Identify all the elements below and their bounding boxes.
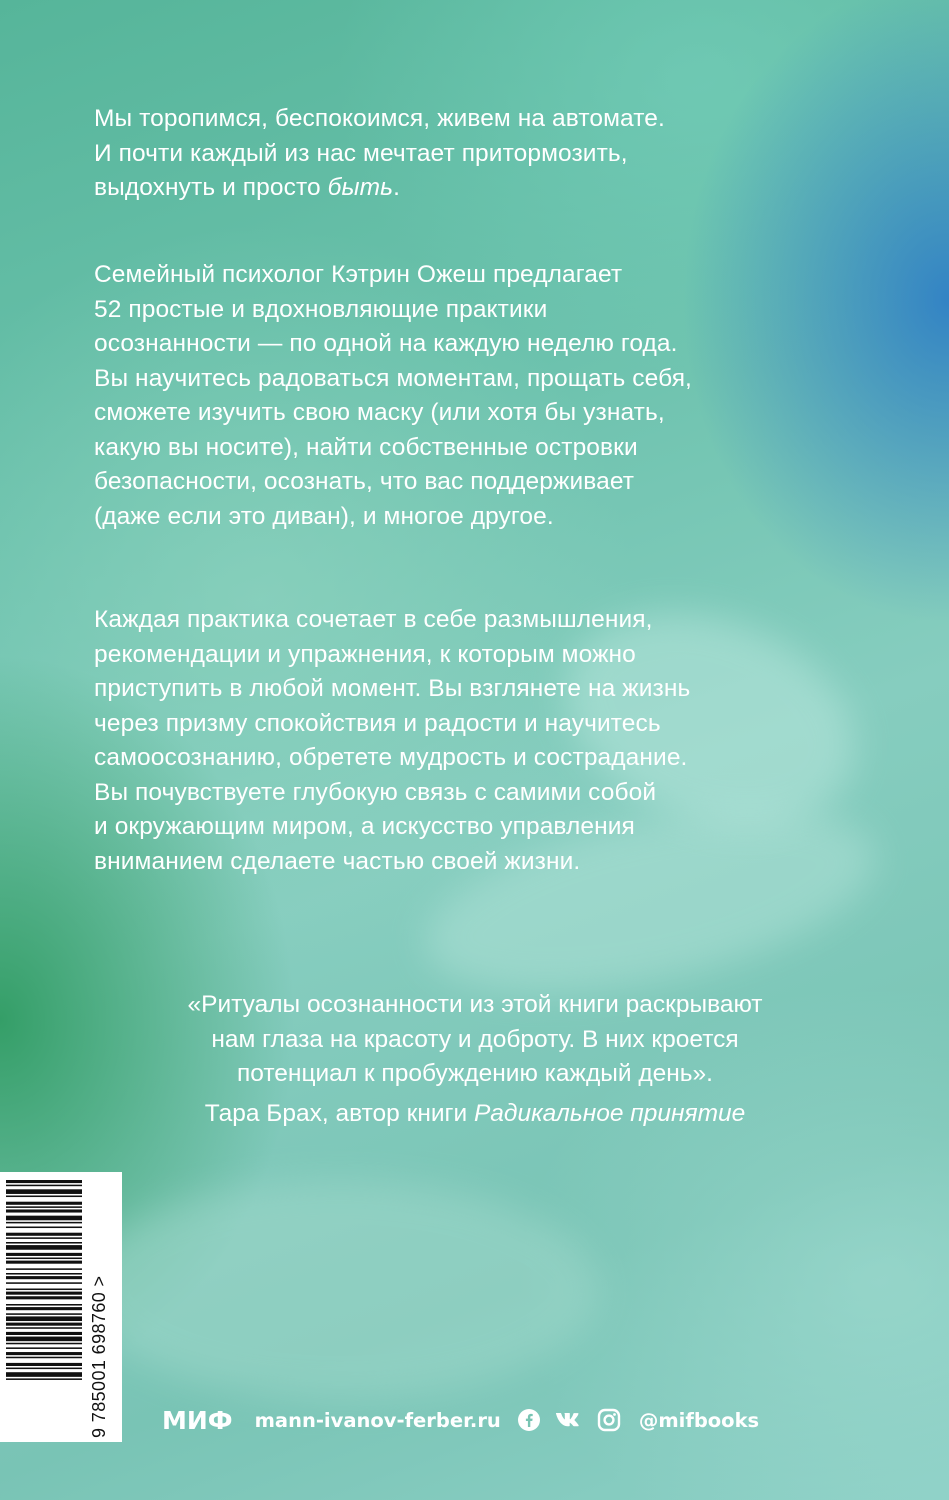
text-line: и окружающим миром, а искусство управления [94, 813, 635, 840]
barcode-bar [6, 1237, 82, 1239]
attribution-author: Тара Брах, автор книги [204, 1099, 474, 1127]
text-line: Мы торопимся, беспокоимся, живем на автомате. [94, 105, 665, 132]
text-line: осознанности — по одной на каждую неделю года. [94, 330, 678, 357]
text-line: вниманием сделаете частью своей жизни. [94, 847, 581, 875]
barcode-bar [6, 1378, 82, 1380]
barcode-bar [6, 1227, 82, 1229]
publisher-footer [162, 1400, 759, 1440]
text-fragment: выдохнуть и просто [94, 174, 328, 201]
barcode-bar [6, 1222, 82, 1224]
barcode-bar [6, 1343, 82, 1345]
text-line: какую вы носите), найти собственные островки [94, 433, 638, 461]
barcode-bar [6, 1357, 82, 1359]
text-line: самоосознанию, обретете мудрость и сострадание. [94, 744, 688, 771]
text-line: Вы почувствуете глубокую связь с самими собой [94, 778, 657, 806]
text-line: сможете изучить свою маску (или хотя бы узнать, [94, 399, 665, 426]
barcode-bar [6, 1180, 82, 1183]
social-handle[interactable]: @mifbooks [638, 1408, 760, 1432]
description-paragraph-3 [94, 603, 894, 879]
barcode-bar [6, 1352, 82, 1355]
text-line: Семейный психолог Кэтрин Ожеш предлагает [94, 261, 623, 288]
barcode-bar [6, 1313, 82, 1315]
vk-icon[interactable] [555, 1411, 583, 1429]
text-line: И почти каждый из нас мечтает притормозить, [94, 139, 628, 167]
isbn-number: 9 785001 698760 > [89, 1275, 109, 1438]
quote-attribution [110, 1097, 840, 1132]
barcode-bar [6, 1282, 82, 1284]
barcode-bar [6, 1347, 82, 1349]
barcode-bar [6, 1307, 82, 1310]
barcode-digits [86, 1178, 116, 1438]
emphasized-word: быть [327, 174, 394, 201]
barcode-bar [6, 1261, 82, 1264]
barcode-bar [6, 1304, 82, 1306]
barcode-bar [6, 1258, 82, 1260]
endorsement-quote [110, 988, 840, 1131]
text-line: Вы научитесь радоваться моментам, прощать себя, [94, 364, 692, 392]
watercolor-wash [80, 1180, 600, 1400]
barcode-bar [6, 1185, 82, 1187]
barcode-bar [6, 1202, 82, 1205]
barcode-bar [6, 1209, 82, 1212]
barcode-bar [6, 1316, 82, 1321]
quote-line: нам глаза на красоту и доброту. В них кроется [211, 1025, 739, 1053]
barcode-bar [6, 1296, 82, 1299]
barcode-bar [6, 1372, 82, 1377]
barcode-bar [6, 1253, 82, 1256]
barcode-bar [6, 1206, 82, 1208]
barcode-bar [6, 1196, 82, 1198]
barcode-bar [6, 1268, 82, 1270]
website-link[interactable]: mann-ivanov-ferber.ru [254, 1408, 501, 1432]
barcode-bar [6, 1276, 82, 1279]
barcode-bar [6, 1273, 82, 1275]
attribution-book-title: Радикальное принятие [473, 1099, 746, 1127]
quote-line: потенциал к пробуждению каждый день». [237, 1060, 713, 1087]
text-line: Каждая практика сочетает в себе размышления, [94, 606, 653, 633]
description-paragraph-2 [94, 258, 894, 534]
barcode-bar [6, 1216, 82, 1221]
barcode-bar [6, 1242, 82, 1244]
text-line: (даже если это диван), и многое другое. [94, 502, 554, 530]
barcode-bar [6, 1233, 82, 1236]
barcode-bar [6, 1245, 82, 1250]
barcode-bar [6, 1323, 82, 1326]
text-line: 52 простые и вдохновляющие практики [94, 295, 548, 323]
barcode-bar [6, 1363, 82, 1366]
barcode-bar [6, 1292, 82, 1295]
barcode-bar [6, 1368, 82, 1370]
barcode-bars [0, 1172, 86, 1442]
quote-line: «Ритуалы осознанности из этой книги раскрывают [187, 991, 763, 1018]
text-line: приступить в любой момент. Вы взглянете на жизнь [94, 675, 691, 702]
instagram-icon[interactable] [597, 1408, 621, 1432]
barcode-bar [6, 1332, 82, 1335]
text-line: через призму спокойствия и радости и научитесь [94, 709, 661, 737]
barcode-bar [6, 1289, 82, 1291]
description-paragraph-1 [94, 102, 894, 206]
barcode-bar [6, 1327, 82, 1329]
publisher-logo: МИФ [162, 1405, 233, 1435]
barcode-bar [6, 1337, 82, 1342]
text-line [94, 171, 894, 206]
text-line: безопасности, осознать, что вас поддерживает [94, 468, 635, 495]
text-fragment: . [393, 174, 401, 201]
barcode-bar [6, 1189, 82, 1194]
facebook-icon[interactable] [517, 1408, 541, 1432]
text-line: рекомендации и упражнения, к которым можно [94, 640, 636, 668]
